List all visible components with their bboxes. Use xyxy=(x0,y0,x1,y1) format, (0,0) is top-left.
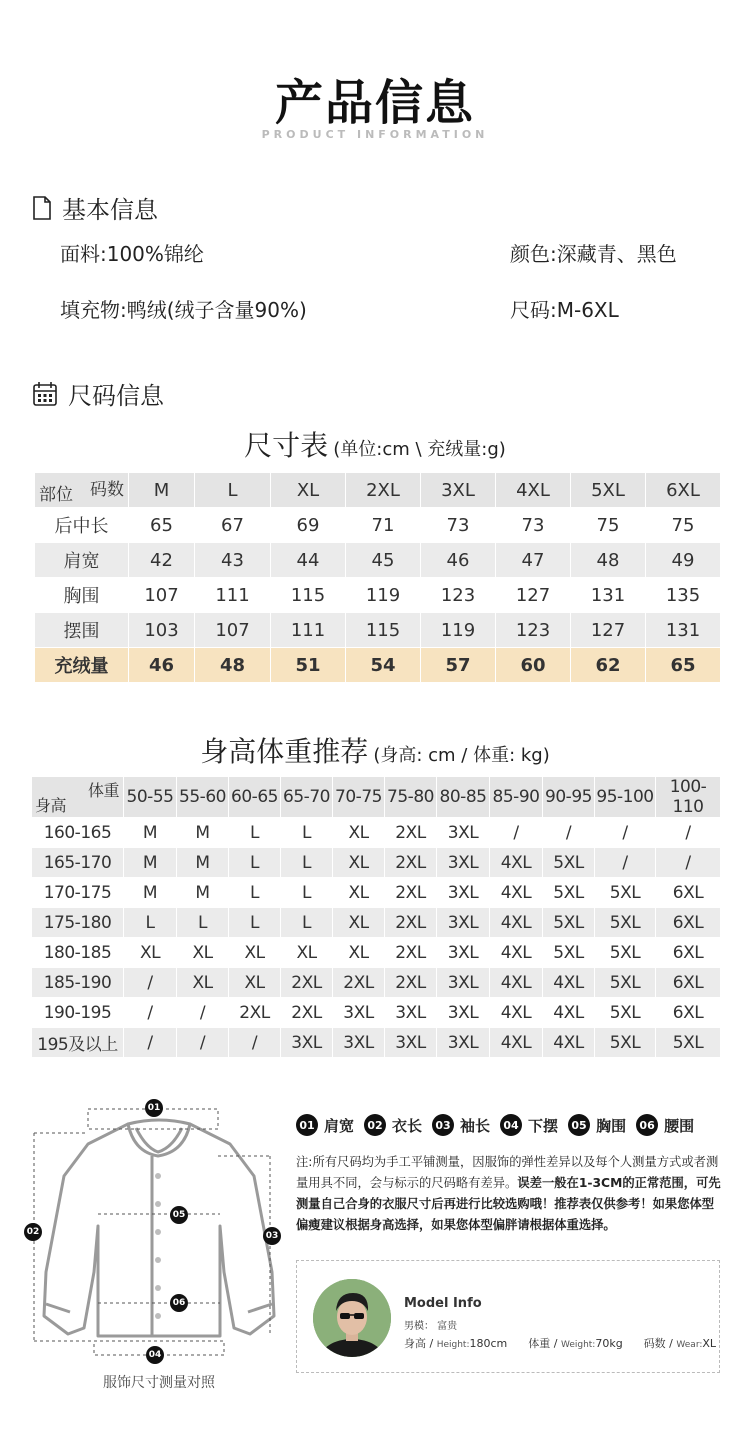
legend-item xyxy=(296,1114,354,1136)
rec-cell: / xyxy=(124,1028,177,1058)
rec-table-row xyxy=(32,848,721,878)
corner-top-label: 体重 xyxy=(87,781,119,800)
legend-badge: 06 xyxy=(636,1114,658,1136)
size-table xyxy=(34,472,721,683)
rec-cell: 3XL xyxy=(437,1028,490,1058)
size-row-label: 胸围 xyxy=(35,578,129,613)
rec-cell: XL xyxy=(124,938,177,968)
rec-cell: L xyxy=(229,848,281,878)
rec-cell: 6XL xyxy=(656,968,721,998)
rec-cell: 5XL xyxy=(543,848,595,878)
size-cell: 131 xyxy=(646,613,721,648)
page-title: 产品信息 xyxy=(274,75,475,131)
weight-value: 70kg xyxy=(595,1337,623,1350)
rec-cell: 4XL xyxy=(490,938,543,968)
size-cell: 135 xyxy=(646,578,721,613)
size-cell: 62 xyxy=(571,648,646,683)
rec-table-unit: (身高: cm / 体重: kg) xyxy=(373,745,550,766)
size-table-title-text: 尺寸表 xyxy=(244,429,329,462)
basic-info-heading xyxy=(32,190,158,225)
size-table-row xyxy=(35,508,721,543)
rec-cell: L xyxy=(229,878,281,908)
shirt-illustration xyxy=(24,1096,294,1362)
rec-cell: 3XL xyxy=(385,1028,437,1058)
rec-cell: M xyxy=(124,818,177,848)
rec-cell: XL xyxy=(333,848,385,878)
height-row-label: 190-195 xyxy=(32,998,124,1028)
rec-cell: L xyxy=(229,818,281,848)
model-name: 男模： 富贵 xyxy=(404,1321,458,1332)
rec-cell: 3XL xyxy=(437,938,490,968)
rec-cell: / xyxy=(124,968,177,998)
rec-cell: 6XL xyxy=(656,938,721,968)
legend-label: 胸围 xyxy=(596,1116,627,1135)
corner-top-label: 码数 xyxy=(90,480,124,500)
weight-header-cell: 95-100 xyxy=(595,777,656,818)
weight-header-cell: 70-75 xyxy=(333,777,385,818)
rec-cell: 3XL xyxy=(333,998,385,1028)
size-cell: 65 xyxy=(646,648,721,683)
wear-value: XL xyxy=(702,1337,717,1350)
weight-header-cell: 100-110 xyxy=(656,777,721,818)
rec-table-row xyxy=(32,938,721,968)
legend-badge: 05 xyxy=(568,1114,590,1136)
size-header-cell: 5XL xyxy=(571,473,646,508)
rec-cell: M xyxy=(177,848,229,878)
legend-label: 袖长 xyxy=(460,1116,491,1135)
rec-cell: L xyxy=(281,878,333,908)
rec-cell: 3XL xyxy=(437,908,490,938)
rec-cell: 6XL xyxy=(656,908,721,938)
corner-bottom-label: 部位 xyxy=(39,485,73,505)
legend-label: 衣长 xyxy=(392,1116,423,1135)
model-avatar xyxy=(313,1279,391,1357)
note-normal-text: 注:所有尺码均为手工平铺测量，因服饰的弹性差异以及每个人测量方式或者测量用具不同，会与标示的尺码略有差异。 xyxy=(296,1155,719,1190)
rec-table-title xyxy=(0,730,750,770)
legend-item xyxy=(568,1114,626,1136)
size-header-cell: 2XL xyxy=(346,473,421,508)
size-cell: 107 xyxy=(195,613,271,648)
color-text: 颜色:深藏青、黑色 xyxy=(510,242,677,266)
rec-table-row xyxy=(32,998,721,1028)
rec-cell: 3XL xyxy=(385,998,437,1028)
size-cell: 42 xyxy=(129,543,195,578)
rec-cell: 2XL xyxy=(281,998,333,1028)
legend-item xyxy=(364,1114,422,1136)
size-table-row xyxy=(35,648,721,683)
filling-text: 填充物:鸭绒(绒子含量90%) xyxy=(60,298,307,322)
weight-header-cell: 60-65 xyxy=(229,777,281,818)
rec-cell: / xyxy=(177,1028,229,1058)
rec-cell: 4XL xyxy=(490,968,543,998)
size-cell: 57 xyxy=(421,648,496,683)
weight-header-cell: 50-55 xyxy=(124,777,177,818)
rec-cell: L xyxy=(281,818,333,848)
marker-05: 05 xyxy=(170,1206,188,1224)
size-cell: 67 xyxy=(195,508,271,543)
rec-cell: 5XL xyxy=(656,1028,721,1058)
rec-table-row xyxy=(32,818,721,848)
rec-cell: 2XL xyxy=(385,938,437,968)
legend-item xyxy=(432,1114,490,1136)
size-cell: 127 xyxy=(571,613,646,648)
diagram-caption: 服饰尺寸测量对照 xyxy=(103,1375,215,1391)
size-row-label: 摆围 xyxy=(35,613,129,648)
rec-cell: XL xyxy=(333,938,385,968)
rec-cell: 5XL xyxy=(595,968,656,998)
legend-item xyxy=(636,1114,694,1136)
legend-badge: 01 xyxy=(296,1114,318,1136)
weight-label: 体重 / xyxy=(528,1337,558,1350)
rec-table-row xyxy=(32,908,721,938)
rec-table-row xyxy=(32,1028,721,1058)
wear-label: 码数 / xyxy=(643,1337,673,1350)
height-small: Height: xyxy=(436,1340,470,1350)
size-cell: 111 xyxy=(271,613,346,648)
size-header-cell: 3XL xyxy=(421,473,496,508)
rec-cell: 5XL xyxy=(595,998,656,1028)
rec-table-row xyxy=(32,968,721,998)
size-cell: 103 xyxy=(129,613,195,648)
weight-header-cell: 75-80 xyxy=(385,777,437,818)
fabric-text: 面料:100%锦纶 xyxy=(60,242,204,266)
size-row-label: 肩宽 xyxy=(35,543,129,578)
rec-cell: 2XL xyxy=(385,878,437,908)
rec-cell: 6XL xyxy=(656,878,721,908)
size-header-cell: 4XL xyxy=(496,473,571,508)
size-table-row xyxy=(35,543,721,578)
height-row-label: 165-170 xyxy=(32,848,124,878)
wear-small: Wear: xyxy=(676,1340,703,1350)
rec-cell: 6XL xyxy=(656,998,721,1028)
rec-cell: M xyxy=(124,878,177,908)
rec-cell: M xyxy=(177,818,229,848)
size-cell: 48 xyxy=(195,648,271,683)
size-cell: 48 xyxy=(571,543,646,578)
size-cell: 44 xyxy=(271,543,346,578)
size-cell: 123 xyxy=(421,578,496,613)
size-cell: 69 xyxy=(271,508,346,543)
size-table-header-row xyxy=(35,473,721,508)
rec-cell: 2XL xyxy=(281,968,333,998)
rec-cell: XL xyxy=(333,908,385,938)
rec-table-corner xyxy=(32,777,124,818)
size-row-label: 后中长 xyxy=(35,508,129,543)
rec-cell: 4XL xyxy=(490,848,543,878)
size-info-label: 尺码信息 xyxy=(68,382,164,410)
legend-label: 肩宽 xyxy=(324,1116,355,1135)
size-table-corner xyxy=(35,473,129,508)
rec-cell: / xyxy=(656,848,721,878)
rec-table xyxy=(31,776,721,1058)
rec-cell: XL xyxy=(333,878,385,908)
rec-cell: 4XL xyxy=(543,1028,595,1058)
page-subtitle: PRODUCT INFORMATION xyxy=(261,128,489,141)
rec-cell: L xyxy=(281,908,333,938)
height-row-label: 185-190 xyxy=(32,968,124,998)
height-value: 180cm xyxy=(469,1337,508,1350)
calendar-icon xyxy=(32,381,58,407)
rec-cell: 2XL xyxy=(385,908,437,938)
size-cell: 115 xyxy=(271,578,346,613)
rec-cell: 5XL xyxy=(595,938,656,968)
measurement-legend xyxy=(296,1114,704,1136)
size-header-cell: XL xyxy=(271,473,346,508)
rec-cell: / xyxy=(490,818,543,848)
rec-cell: 3XL xyxy=(437,818,490,848)
basic-info-label: 基本信息 xyxy=(62,196,158,224)
size-cell: 54 xyxy=(346,648,421,683)
size-cell: 73 xyxy=(421,508,496,543)
rec-cell: M xyxy=(124,848,177,878)
size-cell: 111 xyxy=(195,578,271,613)
size-cell: 47 xyxy=(496,543,571,578)
rec-cell: 4XL xyxy=(543,998,595,1028)
legend-label: 腰围 xyxy=(664,1116,695,1135)
size-cell: 71 xyxy=(346,508,421,543)
weight-header-cell: 80-85 xyxy=(437,777,490,818)
rec-cell: 5XL xyxy=(543,938,595,968)
rec-cell: / xyxy=(543,818,595,848)
measurement-note xyxy=(296,1152,722,1236)
rec-cell: / xyxy=(656,818,721,848)
size-table-row xyxy=(35,578,721,613)
model-stats xyxy=(404,1335,717,1351)
rec-table-header-row xyxy=(32,777,721,818)
size-cell: 43 xyxy=(195,543,271,578)
rec-cell: 3XL xyxy=(281,1028,333,1058)
size-range-text: 尺码:M-6XL xyxy=(510,298,619,322)
rec-cell: / xyxy=(595,818,656,848)
size-cell: 45 xyxy=(346,543,421,578)
marker-03: 03 xyxy=(263,1227,281,1245)
rec-cell: L xyxy=(177,908,229,938)
weight-header-cell: 85-90 xyxy=(490,777,543,818)
rec-cell: 4XL xyxy=(490,908,543,938)
rec-cell: 2XL xyxy=(333,968,385,998)
size-cell: 46 xyxy=(129,648,195,683)
size-header-cell: M xyxy=(129,473,195,508)
rec-cell: L xyxy=(124,908,177,938)
rec-cell: 3XL xyxy=(437,848,490,878)
height-row-label: 180-185 xyxy=(32,938,124,968)
size-cell: 119 xyxy=(346,578,421,613)
legend-badge: 04 xyxy=(500,1114,522,1136)
rec-cell: XL xyxy=(281,938,333,968)
legend-badge: 03 xyxy=(432,1114,454,1136)
rec-cell: 3XL xyxy=(437,878,490,908)
size-table-unit: (单位:cm \ 充绒量:g) xyxy=(333,439,506,460)
size-cell: 51 xyxy=(271,648,346,683)
rec-cell: 2XL xyxy=(385,818,437,848)
corner-bottom-label: 身高 xyxy=(35,796,67,815)
rec-cell: / xyxy=(229,1028,281,1058)
size-info-heading xyxy=(32,376,164,411)
weight-header-cell: 90-95 xyxy=(543,777,595,818)
weight-header-cell: 65-70 xyxy=(281,777,333,818)
size-row-label: 充绒量 xyxy=(35,648,129,683)
rec-cell: L xyxy=(229,908,281,938)
rec-cell: 5XL xyxy=(543,908,595,938)
note-bold-text: 误差一般在1-3CM的正常范围，可先测量自己合身的衣服尺寸后再进行比较选购哦！推荐表仅供参考！如果您体型偏瘦建议根据身高选择，如果您体型偏胖请根据体重选择。 xyxy=(296,1176,721,1232)
size-table-row xyxy=(35,613,721,648)
size-cell: 127 xyxy=(496,578,571,613)
size-table-title xyxy=(0,424,750,464)
rec-cell: 3XL xyxy=(437,968,490,998)
size-cell: 107 xyxy=(129,578,195,613)
rec-cell: / xyxy=(124,998,177,1028)
legend-item xyxy=(500,1114,558,1136)
rec-cell: L xyxy=(281,848,333,878)
size-cell: 75 xyxy=(571,508,646,543)
legend-label: 下摆 xyxy=(528,1116,559,1135)
weight-header-cell: 55-60 xyxy=(177,777,229,818)
rec-table-row xyxy=(32,878,721,908)
legend-badge: 02 xyxy=(364,1114,386,1136)
marker-04: 04 xyxy=(146,1346,164,1364)
size-header-cell: 6XL xyxy=(646,473,721,508)
size-cell: 49 xyxy=(646,543,721,578)
height-row-label: 175-180 xyxy=(32,908,124,938)
measurement-diagram xyxy=(24,1096,294,1362)
rec-cell: 2XL xyxy=(385,848,437,878)
rec-cell: M xyxy=(177,878,229,908)
rec-cell: XL xyxy=(177,938,229,968)
rec-cell: XL xyxy=(177,968,229,998)
rec-cell: 5XL xyxy=(543,878,595,908)
rec-cell: 4XL xyxy=(490,878,543,908)
rec-table-title-text: 身高体重推荐 xyxy=(200,735,369,768)
rec-cell: XL xyxy=(229,938,281,968)
rec-cell: 3XL xyxy=(333,1028,385,1058)
rec-cell: 2XL xyxy=(385,968,437,998)
rec-cell: / xyxy=(177,998,229,1028)
height-label: 身高 / xyxy=(404,1337,434,1350)
size-cell: 60 xyxy=(496,648,571,683)
rec-cell: 3XL xyxy=(437,998,490,1028)
size-cell: 46 xyxy=(421,543,496,578)
document-icon xyxy=(32,196,52,220)
rec-cell: 5XL xyxy=(595,1028,656,1058)
marker-02: 02 xyxy=(24,1223,42,1241)
rec-cell: 4XL xyxy=(490,1028,543,1058)
model-info-title: Model Info xyxy=(404,1296,482,1311)
size-cell: 73 xyxy=(496,508,571,543)
rec-cell: XL xyxy=(333,818,385,848)
size-header-cell: L xyxy=(195,473,271,508)
height-row-label: 160-165 xyxy=(32,818,124,848)
size-cell: 131 xyxy=(571,578,646,613)
rec-cell: 4XL xyxy=(543,968,595,998)
model-info-card xyxy=(296,1260,720,1373)
weight-small: Weight: xyxy=(560,1340,596,1350)
rec-cell: 4XL xyxy=(490,998,543,1028)
size-cell: 75 xyxy=(646,508,721,543)
marker-01: 01 xyxy=(145,1099,163,1117)
height-row-label: 170-175 xyxy=(32,878,124,908)
marker-06: 06 xyxy=(170,1294,188,1312)
size-cell: 123 xyxy=(496,613,571,648)
rec-cell: 5XL xyxy=(595,878,656,908)
rec-cell: 2XL xyxy=(229,998,281,1028)
size-cell: 115 xyxy=(346,613,421,648)
size-cell: 65 xyxy=(129,508,195,543)
rec-cell: XL xyxy=(229,968,281,998)
rec-cell: 5XL xyxy=(595,908,656,938)
height-row-label: 195及以上 xyxy=(32,1028,124,1058)
size-cell: 119 xyxy=(421,613,496,648)
rec-cell: / xyxy=(595,848,656,878)
